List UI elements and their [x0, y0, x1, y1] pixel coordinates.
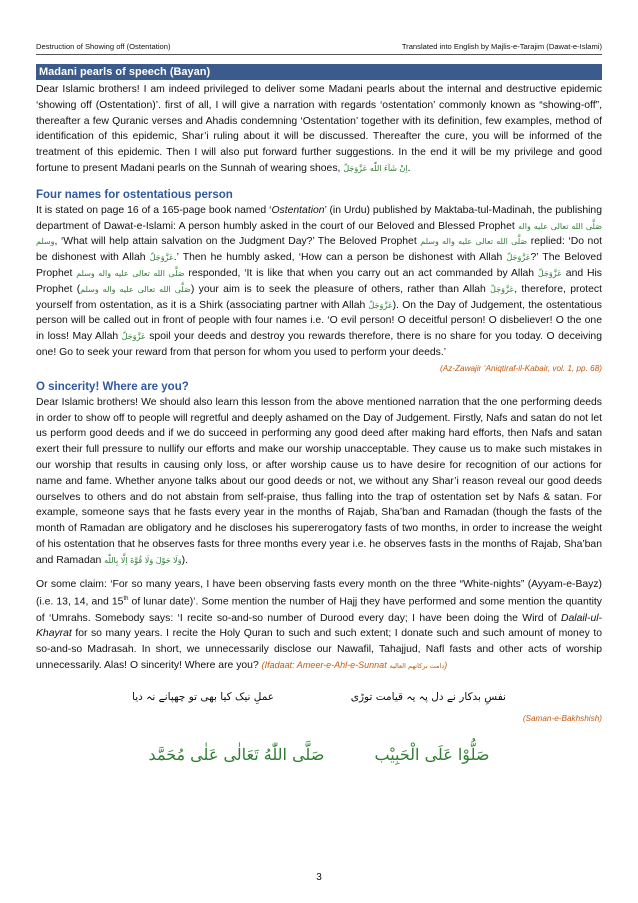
salawat-text: صَلَّى الله تعالى عليه واله وسلم [76, 268, 185, 278]
azza-text: عَزَّوَجَلّ [537, 268, 562, 278]
azza-text: عَزَّوَجَلّ [121, 332, 146, 342]
page-number: 3 [316, 872, 322, 883]
reference-zawajir: (Az-Zawajir ‘Aniqtiraf-il-Kabair, vol. 1, pp. 68) [440, 363, 602, 373]
salawat-text: صَلَّى الله تعالى عليه واله وسلم [36, 221, 602, 247]
heading-sincerity: O sincerity! Where are you? [36, 380, 189, 393]
p1-t10: , therefore, protect yourself from ostentation, as it is a Shirk (associating partner with Allah [36, 283, 602, 311]
ifadaat-end: ) [444, 659, 448, 670]
ifadaat-reference: (Ifadaat: Ameer-e-Ahl-e-Sunnat [261, 659, 387, 670]
running-header [36, 40, 602, 55]
p3-t3: for so many years. I recite the Holy Quran to such and such extent; I donate such and such amount of money to so-and-so Madrasah. In short, we unnecessarily disclose our Nawafil, Tahajjud, Nafl fasts and other acts of worship unnecessarily. Alas! O sincerity! Where are you? [36, 628, 602, 671]
sincerity-paragraph [36, 395, 602, 569]
p1-t3: , ‘What will help attain salvation on the Judgment Day?’ The Beloved Prophet [54, 236, 421, 248]
azza-text: عَزَّوَجَلّ [368, 300, 393, 310]
urdu-couplet [36, 689, 602, 705]
p1-t9: ) your aim is to seek the pleasure of others, rather than Allah [190, 283, 491, 295]
p1-t7: responded, ‘It is like that when you carry out an act commanded by Allah [184, 267, 538, 279]
inshaallah-text: اِنْ شَآءَ اللّٰه عَزَّوَجَلّ [343, 163, 408, 173]
azza-text: عَزَّوَجَلّ [149, 253, 174, 263]
book-title: Ostentation [271, 204, 325, 216]
couplet-reference: (Saman-e-Bakhshish) [522, 713, 602, 723]
p1-t5: .’ Then he humbly asked, ‘How can a person be dishonest with Allah [173, 252, 507, 264]
header-left: Destruction of Showing off (Ostentation) [36, 42, 171, 51]
intro-text: Dear Islamic brothers! I am indeed privileged to deliver some Madani pearls about the internal and destructive epidemic ‘showing off (Ostentation)’. first of all, I will give a narration with regards ‘ostentation’ commonly known as “showing-off”, thereafter a few Quranic verses and Ahadis condemning ‘Ostentation’ together with its definition, few examples, method of identification of this epidemic, Shar’i ruling about it will be discussed. Thereafter the cure, you will be informed of the treatment of this epidemic. Then I will also put forward further suggestions. In the end it will be my privilege and good fortune to present Madani pearls on the Sunnah of wearing shoes, [36, 84, 602, 174]
salat-line [36, 743, 602, 767]
salawat-text: صَلَّى الله تعالى عليه واله وسلم [80, 284, 191, 294]
azza-text: عَزَّوَجَلّ [506, 253, 531, 263]
p1-t6: ?’ The Beloved Prophet [36, 252, 602, 279]
p2-end: ). [181, 554, 188, 566]
azza-text: عَزَّوَجَلّ [490, 284, 515, 294]
couplet-right: نفسِ بدکار نے دل پہ یہ قیامت توڑی [350, 690, 506, 703]
wird-title: Dalail-ul-Khayrat [36, 612, 602, 640]
intro-paragraph [36, 82, 602, 177]
p1-t1: It is stated on page 16 of a 165-page book named ‘ [36, 204, 272, 216]
salat-left: صَلَّى اللّٰهُ تَعَالٰى عَلٰى مُحَمَّد [148, 744, 325, 764]
p2-text: Dear Islamic brothers! We should also learn this lesson from the above mentioned narration that the one performing deeds in order to show off to people will regretful and deeply ashamed on the Day of Judgement. Firstly, Nafs and satan do not let us perform good deeds and if we do succeed in performing any good deed after making hard efforts, then Nafs and satan exert their full pressure to nullify our efforts and make our worship unacceptable. They cause us to make such mistakes in our worship that results in causing only loss, or after worship cause us to have desire for recognition of our actions for name and fame. Whether anyone talks about our good deeds or not, we without any Shar’i reason reveal our good deeds ourselves to others and do not abstain from self-praise, thus falling into the trap of ostentation set by Nafs & satan. For example, someone says that he fasts every year in the months of Rajab, Sha’ban and Ramadan (though the fasts of the month of Ramadan are obligatory and he discloses his supererogatory fasts of two months, in order to increase the weight of his ostentation that he observes fasts for three months every year i.e. he observes fasts in the months of Rajab, Sha’ban and Ramadan [36, 396, 602, 566]
header-right: Translated into English by Majlis-e-Tarajim (Dawat-e-Islami) [401, 42, 602, 51]
p1-t12: spoil your deeds and destroy you rewards therefore, there is no share for you today. O deceiving one! Go to seek your reward from that person for whom you used to perform your deeds.’ [36, 331, 602, 358]
p3-t1: Or some claim: ‘For so many years, I have been observing fasts every month on the three “White-nights” (Ayyam-e-Bayz) (i.e. 13, 14, and 15 [36, 578, 602, 608]
p3-t2: of lunar date)’. Some mention the number of Hajj they have performed and some mention the quantity of ‘Umrahs. Somebody says: ‘I recite so-and-so number of Durood every day; I have been doing the Wird of [36, 596, 602, 624]
page-content [36, 82, 602, 767]
salawat-text: صَلَّى الله تعالى عليه واله وسلم [420, 237, 528, 247]
p1-t8: and His Prophet ( [36, 267, 602, 295]
claims-paragraph [36, 577, 602, 675]
ifadaat-arabic: دامت بركاتهم العاليه [389, 661, 445, 670]
la-hawla-text: وَلَا حَوْلَ وَلَا قُوَّةَ اِلَّا بِاللّٰه [104, 555, 182, 565]
intro-end: . [407, 162, 411, 174]
couplet-left: عملِ نیک کیا بھی تو چھپانے نہ دیا [132, 690, 275, 703]
p3-sup: th [123, 596, 129, 603]
narration-paragraph [36, 203, 602, 361]
section-title-bar: Madani pearls of speech (Bayan) [36, 64, 602, 80]
p1-t2: ’ (in Urdu) published by Maktaba-tul-Madinah, the publishing department of Dawat-e-Islami: A person humbly asked in the court of our Beloved and Blessed Prophet [36, 204, 602, 232]
heading-four-names: Four names for ostentatious person [36, 188, 233, 201]
p1-t4: replied: ‘Do not be dishonest with Allah [36, 236, 602, 264]
salat-right: صَلُّوْا عَلَى الْحَبِيْب [374, 744, 490, 764]
p1-t11: ). On the Day of Judgement, the ostentatious person will be called out in front of people with four names i.e. ‘O evil person! O deceitful person! O disbeliever! O the one in loss! May Allah [36, 299, 602, 343]
